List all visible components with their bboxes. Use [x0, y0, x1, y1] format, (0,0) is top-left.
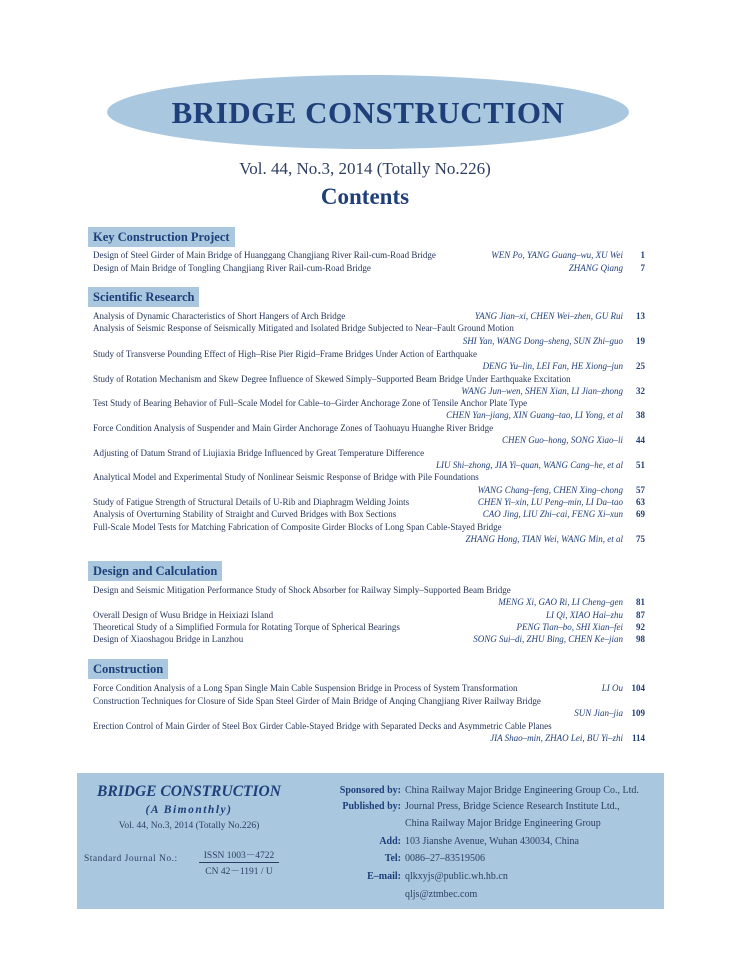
entry-title: Design of Xiaoshagou Bridge in Lanzhou	[93, 634, 244, 644]
entry-page: 1	[640, 250, 645, 260]
entry-page: 92	[636, 622, 645, 632]
sponsored-label: Sponsored by:	[339, 785, 401, 796]
address-value: 103 Jianshe Avenue, Wuhan 430034, China	[405, 836, 579, 847]
entry-title: Force Condition Analysis of Suspender and Main Girder Anchorage Zones of Taohuayu Huanghe River Bridge	[93, 423, 494, 433]
toc-entry[interactable]	[93, 508, 645, 521]
toc-entry-title-line[interactable]	[93, 322, 645, 335]
toc-entry-title-line[interactable]	[93, 471, 645, 484]
toc-entry-author-line	[93, 596, 645, 609]
publication-info-box	[77, 773, 664, 909]
email-link[interactable]: qlkxyjs@public.wh.hb.cn	[405, 871, 508, 882]
entry-page: 114	[631, 733, 645, 743]
entry-title: Erection Control of Main Girder of Steel Box Girder Cable-Stayed Bridge with Separated Decks and Asymmetric Cable Planes	[93, 721, 552, 731]
entry-title: Study of Rotation Mechanism and Skew Degree Influence of Skewed Simply–Supported Beam Bridge Under Earthquake Excitation	[93, 374, 571, 384]
entry-title: Design of Main Bridge of Tongling Changjiang River Rail-cum-Road Bridge	[93, 263, 371, 273]
entry-title: Test Study of Bearing Behavior of Full–Scale Model for Cable–to–Girder Anchorage Zone of Tensile Anchor Plate Type	[93, 398, 528, 408]
toc-entry-author-line	[93, 409, 645, 422]
sponsored-value: China Railway Major Bridge Engineering Group Co., Ltd.	[405, 785, 639, 796]
volume-line: Vol. 44, No.3, 2014 (Totally No.226)	[239, 159, 491, 178]
entry-authors: SHI Yan, WANG Dong–sheng, SUN Zhi–guo	[462, 336, 623, 346]
entry-page: 75	[636, 534, 645, 544]
entry-authors: WANG Jun–wen, SHEN Xian, LI Jian–zhong	[461, 386, 623, 396]
toc-entry-author-line	[93, 434, 645, 447]
entry-page: 19	[636, 336, 645, 346]
address-label: Add:	[379, 836, 401, 847]
entry-page: 32	[636, 386, 645, 396]
entry-page: 7	[640, 263, 645, 273]
footer-volume-line: Vol. 44, No.3, 2014 (Totally No.226)	[118, 821, 260, 831]
entry-title: Analysis of Overturning Stability of Straight and Curved Bridges with Box Sections	[93, 509, 397, 519]
entry-title: Adjusting of Datum Strand of Liujiaxia Bridge Influenced by Great Temperature Difference	[93, 448, 425, 458]
entry-authors: CHEN Yan–jiang, XIN Guang–tao, LI Yong, et al	[446, 410, 623, 420]
published-value: Journal Press, Bridge Science Research Institute Ltd.,	[405, 801, 620, 812]
toc-entry-author-line	[93, 335, 645, 348]
entry-page: 81	[636, 597, 645, 607]
entry-authors: CHEN Yi–xin, LU Peng–min, LI Da–tao	[477, 497, 623, 507]
entry-authors: CAO Jing, LIU Zhi–cai, FENG Xi–xun	[482, 509, 623, 519]
entry-title: Study of Fatigue Strength of Structural Details of U-Rib and Diaphragm Welding Joints	[93, 497, 410, 507]
entry-page: 98	[636, 634, 645, 644]
tel-row	[77, 851, 664, 867]
published-row-continued	[77, 816, 664, 832]
email-link-secondary[interactable]: qljs@ztmbec.com	[405, 889, 478, 900]
published-value-continued: China Railway Major Bridge Engineering Group	[405, 818, 601, 829]
published-row	[77, 799, 664, 815]
entry-authors: ZHANG Qiang	[568, 263, 623, 273]
entry-title: Analysis of Seismic Response of Seismically Mitigated and Isolated Bridge Subjected to Near–Fault Ground Motion	[93, 323, 514, 333]
entry-authors: DENG Yu–lin, LEI Fan, HE Xiong–jun	[482, 361, 623, 371]
entry-page: 87	[636, 610, 645, 620]
title-banner	[107, 75, 629, 149]
toc-entry[interactable]	[93, 682, 645, 695]
entry-title: Overall Design of Wusu Bridge in Heixiazi Island	[93, 610, 274, 620]
email-label: E–mail:	[367, 871, 401, 882]
cn-number: CN 42－1191 / U	[205, 867, 273, 877]
toc-entry-author-line	[93, 360, 645, 373]
journal-title: BRIDGE CONSTRUCTION	[171, 95, 565, 130]
entry-authors: SUN Jian–jia	[574, 708, 623, 718]
entry-title: Design of Steel Girder of Main Bridge of Huanggang Changjiang River Rail-cum-Road Bridge	[93, 250, 436, 260]
entry-page: 104	[631, 683, 645, 693]
footer-journal-title: BRIDGE CONSTRUCTION	[97, 783, 281, 800]
tel-label: Tel:	[384, 853, 401, 864]
entry-title: Analysis of Dynamic Characteristics of Short Hangers of Arch Bridge	[93, 311, 346, 321]
email-row-continued	[77, 887, 664, 903]
entry-authors: LIU Shi–zhong, JIA Yi–quan, WANG Cang–he, et al	[435, 460, 623, 470]
footer-frequency: (A Bimonthly)	[145, 804, 233, 816]
entry-page: 69	[636, 509, 645, 519]
entry-authors: WANG Chang–feng, CHEN Xing–chong	[477, 485, 623, 495]
section-header-construction: Construction	[88, 659, 168, 679]
entry-authors: MENG Xi, GAO Ri, LI Cheng–gen	[498, 597, 623, 607]
contents-heading: Contents	[320, 184, 410, 209]
entry-title: Study of Transverse Pounding Effect of High–Rise Pier Rigid–Frame Bridges Under Action of Earthquake	[93, 349, 478, 359]
entry-authors: WEN Po, YANG Guang–wu, XU Wei	[491, 250, 623, 260]
entry-page: 13	[636, 311, 645, 321]
section-header-scientific-research: Scientific Research	[88, 287, 199, 307]
entry-page: 25	[636, 361, 645, 371]
tel-value: 0086–27–83519506	[405, 853, 485, 864]
entry-page: 38	[636, 410, 645, 420]
entry-page: 63	[636, 497, 645, 507]
entry-authors: LI Qi, XIAO Hai–zhu	[546, 610, 623, 620]
sponsored-row	[77, 783, 664, 799]
published-label: Published by:	[342, 801, 401, 812]
entry-authors: JIA Shao–min, ZHAO Lei, BU Yi–zhi	[490, 733, 623, 743]
entry-title: Theoretical Study of a Simplified Formula for Rotating Torque of Spherical Bearings	[93, 622, 400, 632]
standard-journal-label: Standard Journal No.:	[84, 854, 178, 864]
entry-title: Full-Scale Model Tests for Matching Fabrication of Composite Girder Blocks of Long Span Cable-Stayed Bridge	[93, 522, 502, 532]
toc-entry[interactable]	[93, 249, 645, 262]
entry-page: 109	[631, 708, 645, 718]
email-row	[77, 869, 664, 885]
entry-authors: YANG Jian–xi, CHEN Wei–zhen, GU Rui	[474, 311, 623, 321]
entry-title: Analytical Model and Experimental Study of Nonlinear Seismic Response of Bridge with Pile Foundations	[93, 472, 479, 482]
entry-authors: LI Ou	[601, 683, 623, 693]
toc-entry-author-line	[93, 732, 645, 745]
entry-page: 44	[636, 435, 645, 445]
entry-title: Force Condition Analysis of a Long Span Single Main Cable Suspension Bridge in Process of System Transformation	[93, 683, 518, 693]
entry-page: 51	[636, 460, 645, 470]
entry-authors: CHEN Guo–hong, SONG Xiao–li	[501, 435, 623, 445]
entry-title: Construction Techniques for Closure of Side Span Steel Girder of Main Bridge of Anqing Changjiang River Railway Bridge	[93, 696, 541, 706]
toc-entry[interactable]	[93, 262, 645, 275]
entry-authors: SONG Sui–di, ZHU Bing, CHEN Ke–jian	[473, 634, 623, 644]
toc-entry-author-line	[93, 707, 645, 720]
entry-page: 57	[636, 485, 645, 495]
section-header-design-calculation: Design and Calculation	[88, 561, 222, 581]
toc-entry-author-line	[93, 533, 645, 546]
entry-authors: PENG Tian–bo, SHI Xian–fei	[516, 622, 623, 632]
entry-title: Design and Seismic Mitigation Performance Study of Shock Absorber for Railway Simply–Supported Beam Bridge	[93, 585, 511, 595]
issn-number: ISSN 1003－4722	[199, 847, 279, 863]
address-row	[77, 834, 664, 850]
section-header-key-construction: Key Construction Project	[88, 227, 235, 247]
toc-entry[interactable]	[93, 633, 645, 646]
entry-authors: ZHANG Hong, TIAN Wei, WANG Min, et al	[465, 534, 623, 544]
